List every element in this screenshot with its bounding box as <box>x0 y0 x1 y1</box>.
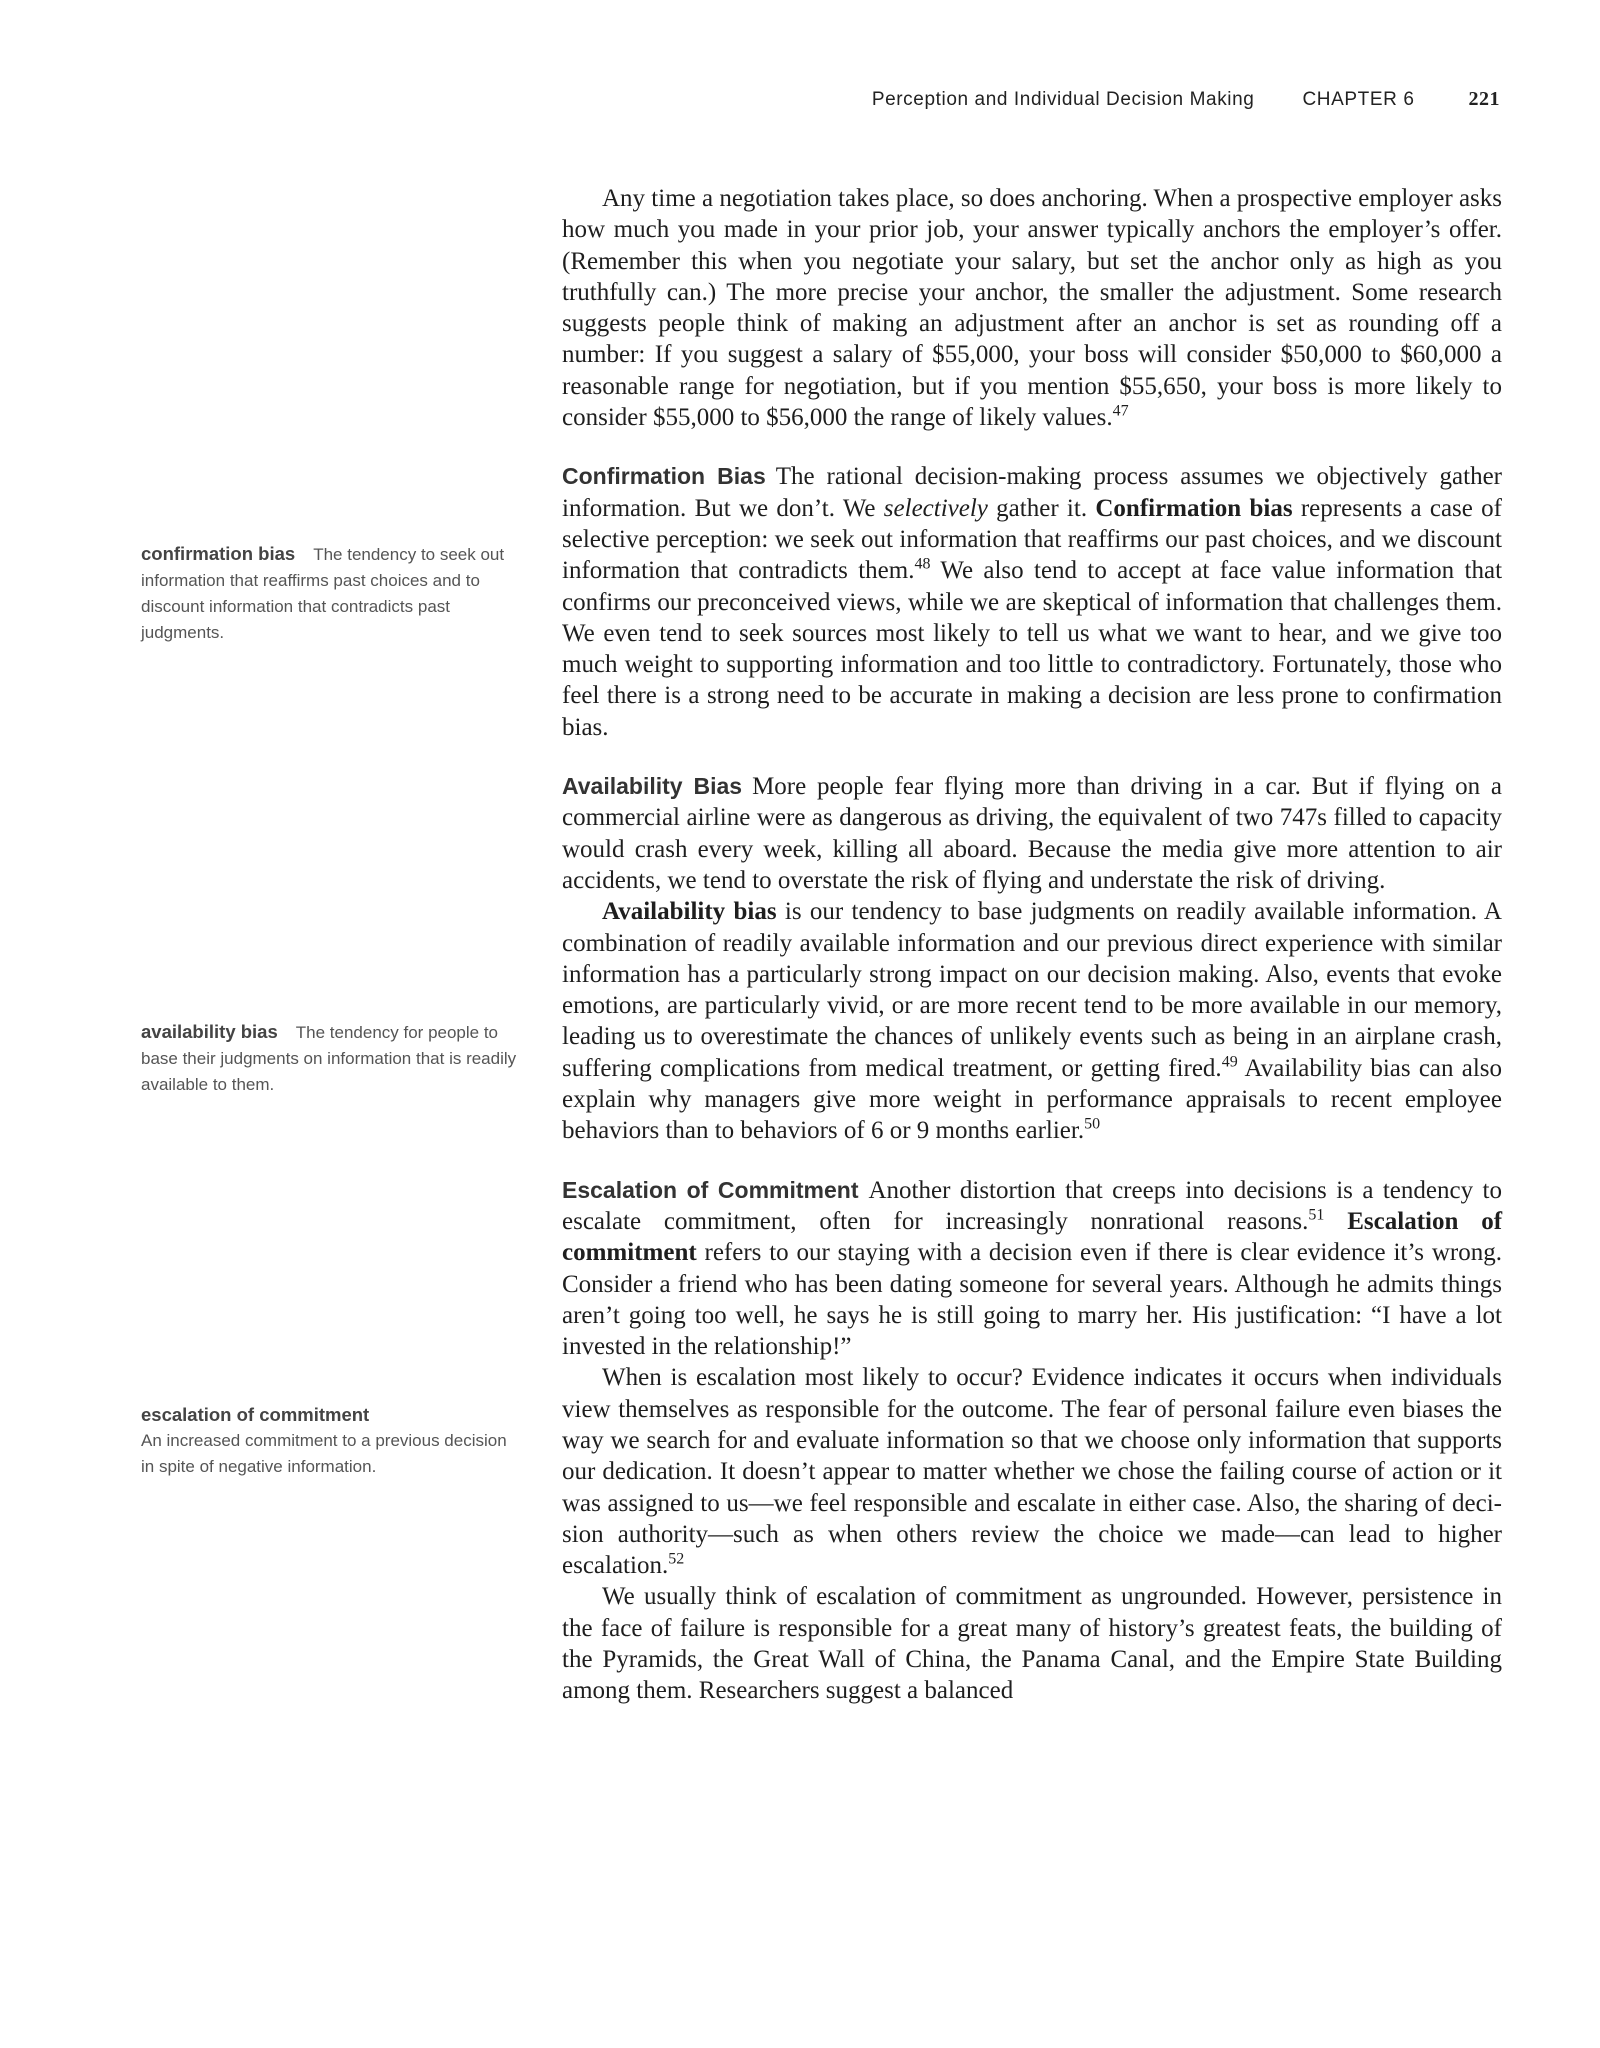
glossary-definition: The tendency to seek out information that reaffirms past choices and to discount information that contradicts past judgments. <box>141 545 505 642</box>
section-heading: Availability Bias <box>562 773 743 800</box>
paragraph-text: When is escalation most likely to occur? Evidence indicates it occurs when individuals view themselves as responsible for the outcome. The fear of personal failure even biases the way we search for and evaluate information so that we choose only information that supports our dedication. It doesn’t appear to matter whether we chose the failing course of action or it was assigned to us—we feel responsible and escalate in either case. Also, the sharing of decision authority—such as when others review the choice we made—can lead to higher escalation. <box>562 1364 1502 1580</box>
margin-note-escalation-of-commitment <box>141 1402 521 1480</box>
paragraph-text: Another distortion that creeps into decisions is a tendency to escalate commitment, often for increasingly nonrational reasons. <box>562 1176 1502 1235</box>
endnote-ref: 47 <box>1112 402 1129 420</box>
paragraph-text: is our tendency to base judgments on readily available information. A combination of readily available information and our previous direct experience with similar information has a particularly strong impact on our decision making. Also, events that evoke emotions, are particularly vivid, or are more recent tend to be more available in our memory, leading us to overestimate the chances of unlikely events such as being in an airplane crash, suffering complications from medical treatment, or getting fired. <box>562 898 1502 1082</box>
margin-note-confirmation-bias <box>141 541 521 646</box>
running-header <box>872 88 1500 111</box>
glossary-term: confirmation bias <box>141 543 296 564</box>
anchoring-paragraph <box>562 183 1502 433</box>
paragraph <box>562 1175 1502 1363</box>
margin-note-availability-bias <box>141 1019 521 1098</box>
paragraph-text: represents a case of selective perception: we seek out information that reaffirms our past choices, and we discount information that contradicts them. <box>562 494 1502 585</box>
section-confirmation-bias <box>562 461 1502 743</box>
paragraph-text: We also tend to accept at face value information that confirms our preconceived views, while we are skeptical of information that challenges them. We even tend to seek sources most likely to tell us what we want to hear, and we give too much weight to supporting information and too little to contradictory. Fortunately, those who feel there is a strong need to be accurate in making a decision are less prone to confirmation bias. <box>562 557 1503 741</box>
paragraph-text: The rational decision-making process assumes we objectively gather information. But we don’t. We <box>562 463 1502 522</box>
paragraph-text: More people fear flying more than driving in a car. But if flying on a commercial airline were as dangerous as driving, the equivalent of two 747s filled to capacity would crash every week, killing all aboard. Because the media give more attention to air accidents, we tend to overstate the risk of flying and understate the risk of driving. <box>562 773 1502 894</box>
paragraph <box>562 1581 1502 1706</box>
glossary-definition: The tendency for people to base their judgments on information that is readily available to them. <box>141 1023 517 1094</box>
glossary-term: escalation of commitment <box>141 1404 370 1425</box>
chapter-label: CHAPTER 6 <box>1302 89 1415 110</box>
running-title: Perception and Individual Decision Making <box>871 89 1255 110</box>
glossary-definition: An increased commitment to a previous decision in spite of negative information. <box>141 1431 507 1476</box>
paragraph-text: refers to our staying with a decision even if there is clear evidence it’s wrong. Consider a friend who has been dating someone for several years. Although he admits things aren’t going too well, he says he is still going to marry her. His justification: “I have a lot invested in the relationship!” <box>562 1239 1502 1361</box>
paragraph <box>562 896 1502 1146</box>
key-term: Escalation of commitment <box>562 1207 1503 1267</box>
endnote-ref: 48 <box>914 555 931 573</box>
emphasis-text: selectively <box>883 494 988 522</box>
section-availability-bias <box>562 771 1502 1147</box>
main-text-column <box>562 183 1502 1707</box>
key-term: Confirmation bias <box>1095 494 1293 522</box>
glossary-term: availability bias <box>141 1021 278 1042</box>
endnote-ref: 50 <box>1084 1115 1101 1133</box>
paragraph <box>562 461 1502 743</box>
endnote-ref: 52 <box>668 1550 685 1568</box>
page-number: 221 <box>1468 88 1500 110</box>
paragraph-text: gather it. <box>987 494 1096 522</box>
paragraph-text: Any time a negotiation takes place, so does anchoring. When a prospective employer asks how much you made in your prior job, your answer typically anchors the employer’s offer. (Remember this when you negotiate your salary, but set the anchor only as high as you truthfully can.) The more precise your anchor, the smaller the adjustment. Some research suggests people think of making an adjustment after an anchor is set as rounding off a number: If you suggest a salary of $55,000, your boss will consider $50,000 to $60,000 a reasonable range for negotiation, but if you mention $55,650, your boss is more likely to consider $55,000 to $56,000 the range of likely values. <box>562 185 1502 432</box>
key-term: Availability bias <box>602 898 777 926</box>
endnote-ref: 49 <box>1221 1053 1238 1071</box>
section-heading: Escalation of Commitment <box>562 1176 859 1203</box>
paragraph-text: Availability bias can also explain why managers give more weight in performance appraisals to recent employee behaviors than to behaviors of 6 or 9 months earlier. <box>562 1054 1503 1145</box>
section-heading: Confirmation Bias <box>562 463 766 490</box>
paragraph <box>562 771 1502 896</box>
paragraph <box>562 1362 1502 1581</box>
paragraph-text: We usually think of escalation of commitment as ungrounded. However, persistence in the face of failure is responsible for a great many of history’s greatest feats, the building of the Pyramids, the Great Wall of China, the Panama Canal, and the Empire State Building among them. Researchers suggest a balanced <box>562 1583 1502 1705</box>
section-escalation-of-commitment <box>562 1175 1502 1707</box>
endnote-ref: 51 <box>1308 1206 1325 1224</box>
